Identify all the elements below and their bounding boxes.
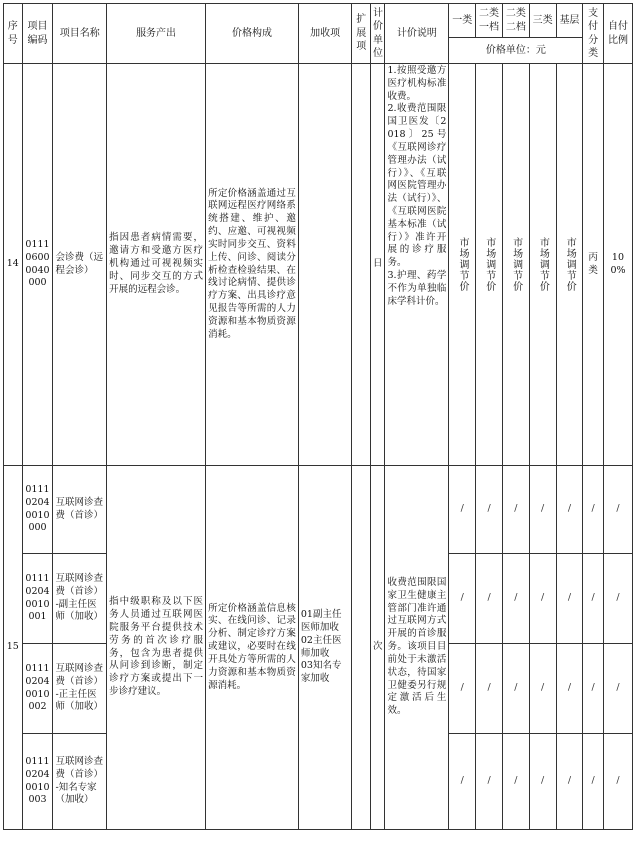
row15-sub0-name: 互联网诊查费（首诊） [53,466,107,554]
header-addon: 加收项 [298,4,352,64]
row14-code: 011106000040000 [22,64,53,466]
row15-sub1-base: / [556,554,583,644]
row15-sub2-class2-2: / [502,644,529,734]
row15-sub3-class2-2: / [502,734,529,830]
row15-sub1-name: 互联网诊查费（首诊）-副主任医师（加收） [53,554,107,644]
row14-pay: 丙类 [583,64,604,466]
header-desc: 计价说明 [385,4,449,64]
row14-addon [298,64,352,466]
row15-sub2-class2-1: / [476,644,503,734]
row15-sub0-code: 011102040010000 [22,466,53,554]
row15-sub0-self: / [603,466,632,554]
row14-base: 市场调节价 [564,237,576,292]
header-base: 基层 [556,4,583,38]
row14-unit: 日 [371,64,385,466]
table-row [4,64,633,466]
header-name: 项目名称 [53,4,107,64]
table-row [4,466,633,554]
row15-sub1-code: 011102040010001 [22,554,53,644]
row15-sub2-name: 互联网诊查费（首诊）-正主任医师（加收） [53,644,107,734]
row15-sub2-code: 011102040010002 [22,644,53,734]
header-ext: 扩展项 [352,4,371,64]
header-unit: 计价单位 [371,4,385,64]
row14-class2-1: 市场调节价 [483,237,495,292]
header-class2-2: 二类二档 [502,4,529,38]
row15-sub3-class3: / [529,734,556,830]
header-seq: 序号 [4,4,23,64]
row15-sub1-self: / [603,554,632,644]
row15-sub1-class1: / [449,554,476,644]
row15-sub0-class2-2: / [502,466,529,554]
row15-service: 指中级职称及以下医务人员通过互联网医院服务平台提供技术劳务的首次诊疗服务，包含为患者提供从问诊到诊断，制定诊疗方案或提出下一步诊疗建议。 [107,466,206,830]
row15-seq: 15 [4,466,23,830]
header-row [4,4,633,38]
row14-class3: 市场调节价 [537,237,549,292]
row14-ext [352,64,371,466]
row14-self: 100% [603,64,632,466]
row15-sub3-class1: / [449,734,476,830]
header-class3: 三类 [529,4,556,38]
row14-service: 指因患者病情需要，邀请方和受邀方医疗机构通过可视视频实时、同步交互的方式开展的远程会诊。 [107,64,206,466]
header-price-unit: 价格单位：元 [449,38,583,64]
row15-sub2-base: / [556,644,583,734]
row15-sub0-pay: / [583,466,604,554]
header-pay: 支付分类 [583,4,604,64]
row14-class1: 市场调节价 [457,237,468,292]
row15-sub1-class2-2: / [502,554,529,644]
row15-sub0-class3: / [529,466,556,554]
row15-sub2-class1: / [449,644,476,734]
row14-name: 会诊费（远程会诊） [53,64,107,466]
row14-seq: 14 [4,64,23,466]
header-class1: 一类 [449,4,476,38]
row14-desc: 1.按照受邀方医疗机构标准收费。 2.收费范围限国卫医发〔2018〕25号《互联网诊疗管理办法（试行）》、《互联网医院管理办法（试行）》、《互联网医院基本标准（试行）》准许开展的诊疗服务。 3.护理、药学不作为单独临床学科计价。 [385,64,449,466]
row15-sub1-class3: / [529,554,556,644]
row15-sub3-pay: / [583,734,604,830]
row15-sub0-class1: / [449,466,476,554]
row15-sub3-name: 互联网诊查费（首诊）-知名专家（加收） [53,734,107,830]
row15-sub1-pay: / [583,554,604,644]
row15-sub2-pay: / [583,644,604,734]
row15-sub3-code: 011102040010003 [22,734,53,830]
row15-unit: 次 [371,466,385,830]
header-service: 服务产出 [107,4,206,64]
row15-sub3-class2-1: / [476,734,503,830]
row15-sub2-class3: / [529,644,556,734]
row15-sub0-base: / [556,466,583,554]
row15-addon: 01副主任医师加收 02主任医师加收 03知名专家加收 [298,466,352,830]
header-class2-1: 二类一档 [476,4,503,38]
row15-price: 所定价格涵盖信息核实、在线问诊、记录分析、制定诊疗方案或建议，必要时在线开具处方等所需的人力资源和基本物质资源消耗。 [206,466,299,830]
row15-sub0-class2-1: / [476,466,503,554]
row15-sub3-base: / [556,734,583,830]
row15-sub1-class2-1: / [476,554,503,644]
row14-class2-2: 市场调节价 [510,237,522,292]
header-price: 价格构成 [206,4,299,64]
header-self: 自付比例 [603,4,632,64]
row15-sub2-self: / [603,644,632,734]
row15-sub3-self: / [603,734,632,830]
row15-desc: 收费范围限国家卫生健康主管部门准许通过互联网方式开展的首诊服务。该项目目前处于未激活状态，待国家卫健委另行规定激活后生效。 [385,466,449,830]
price-table [3,3,633,830]
row15-ext [352,466,371,830]
row14-price: 所定价格涵盖通过互联网远程医疗网络系统搭建、维护、邀约、应邀、可视视频实时同步交互、资料上传、问诊、阅读分析检查检验结果、在线讨论病情、提供诊疗方案、出具诊疗意见报告等所需的人力资源和基本物质资源消耗。 [206,64,299,466]
header-code: 项目编码 [22,4,53,64]
